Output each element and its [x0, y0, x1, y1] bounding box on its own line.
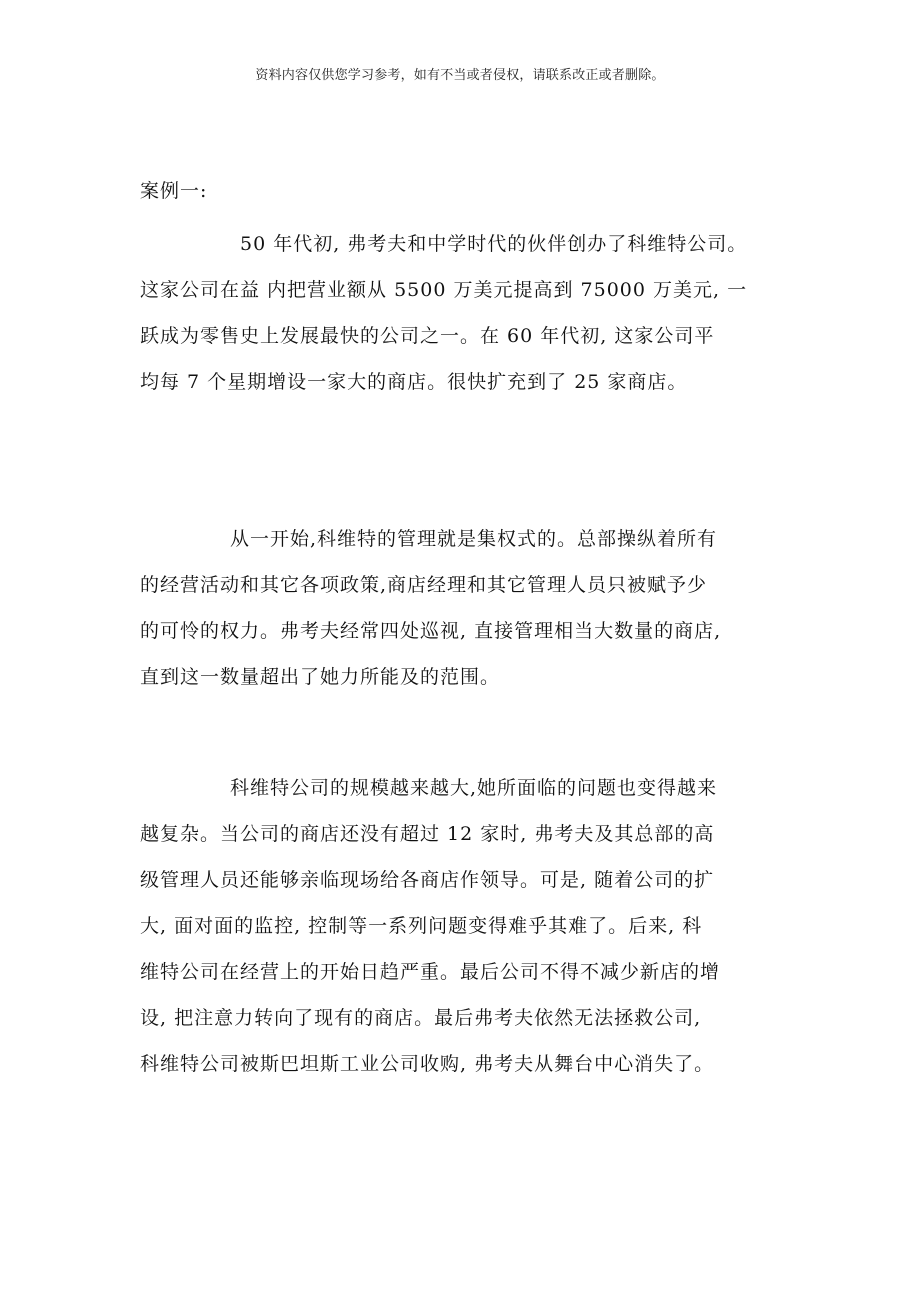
text-line: 科维特公司被斯巴坦斯工业公司收购, 弗考夫从舞台中心消失了。	[140, 1053, 715, 1075]
text-line: 均每 7 个星期增设一家大的商店。很快扩充到了 25 家商店。	[140, 371, 688, 393]
text-line: 越复杂。当公司的商店还没有超过 12 家时, 弗考夫及其总部的高	[140, 823, 715, 845]
text-line: 科维特公司的规模越来越大,她所面临的问题也变得越来	[230, 777, 718, 799]
text-line: 维特公司在经营上的开始日趋严重。最后公司不得不减少新店的增	[140, 961, 721, 983]
text-line: 级管理人员还能够亲临现场给各商店作领导。可是, 随着公司的扩	[140, 869, 715, 891]
text-line: 从一开始,科维特的管理就是集权式的。总部操纵着所有	[230, 528, 718, 550]
text-line: 的经营活动和其它各项政策,商店经理和其它管理人员只被赋予少	[140, 574, 708, 596]
text-line: 这家公司在益 内把营业额从 5500 万美元提高到 75000 万美元, 一	[140, 279, 748, 301]
text-line: 跃成为零售史上发展最快的公司之一。在 60 年代初, 这家公司平	[140, 325, 715, 347]
paragraph-3	[140, 765, 800, 1087]
paragraph-1	[140, 221, 800, 405]
paragraph-2	[140, 516, 800, 700]
text-line: 设, 把注意力转向了现有的商店。最后弗考夫依然无法拯救公司,	[140, 1007, 702, 1029]
text-line: 直到这一数量超出了她力所能及的范围。	[140, 666, 501, 688]
disclaimer-header: 资料内容仅供您学习参考，如有不当或者侵权，请联系改正或者删除。	[255, 68, 665, 83]
text-line: 大, 面对面的监控, 控制等一系列问题变得难乎其难了。后来, 科	[140, 915, 703, 937]
text-line: 50 年代初, 弗考夫和中学时代的伙伴创办了科维特公司。	[240, 233, 748, 255]
case-title: 案例一:	[140, 180, 208, 202]
text-line: 的可怜的权力。弗考夫经常四处巡视, 直接管理相当大数量的商店,	[140, 620, 722, 642]
